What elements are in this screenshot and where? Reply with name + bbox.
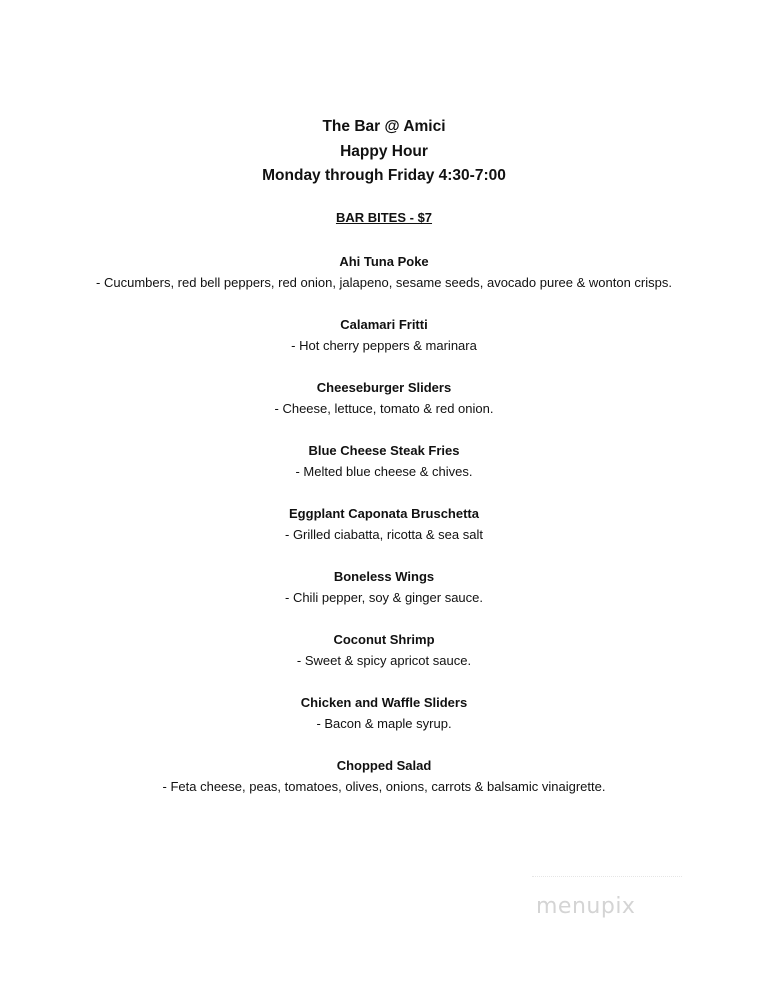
menu-item-description: - Hot cherry peppers & marinara [291, 338, 477, 353]
menu-items-list [90, 251, 678, 818]
menu-item-name: Coconut Shrimp [333, 632, 435, 647]
menu-item [90, 692, 678, 734]
menu-item-description: - Feta cheese, peas, tomatoes, olives, onions, carrots & balsamic vinaigrette. [162, 779, 606, 794]
menu-item-name: Calamari Fritti [340, 317, 428, 332]
menu-item-description: - Sweet & spicy apricot sauce. [296, 653, 472, 668]
menu-item-name: Chopped Salad [336, 758, 432, 773]
menu-item-description: - Bacon & maple syrup. [316, 716, 452, 731]
section-title: BAR BITES - $7 [335, 210, 433, 225]
menu-item-name: Cheeseburger Sliders [316, 380, 452, 395]
menu-item [90, 503, 678, 545]
menu-item-name: Eggplant Caponata Bruschetta [289, 506, 479, 521]
menu-item [90, 440, 678, 482]
event-title: Happy Hour [340, 142, 428, 160]
menu-item-description: - Cheese, lettuce, tomato & red onion. [274, 401, 494, 416]
menu-header [0, 115, 768, 189]
menu-item [90, 566, 678, 608]
venue-name: The Bar @ Amici [322, 118, 446, 135]
menu-item [90, 629, 678, 671]
menu-item-name: Boneless Wings [333, 569, 435, 584]
menu-item-description: - Cucumbers, red bell peppers, red onion, jalapeno, sesame seeds, avocado puree & wonton crisps. [96, 275, 672, 290]
menu-item-name: Chicken and Waffle Sliders [300, 695, 468, 710]
menu-item-name: Blue Cheese Steak Fries [308, 443, 460, 458]
menupix-watermark [530, 872, 690, 932]
menu-item [90, 377, 678, 419]
menu-item-description: - Melted blue cheese & chives. [295, 464, 473, 479]
menu-item [90, 251, 678, 293]
watermark-text: menupix [536, 894, 636, 919]
watermark-decoration [532, 876, 682, 885]
menu-item-name: Ahi Tuna Poke [339, 254, 429, 269]
menu-item-description: - Chili pepper, soy & ginger sauce. [285, 590, 483, 605]
menu-item [90, 314, 678, 356]
menu-item-description: - Grilled ciabatta, ricotta & sea salt [285, 527, 483, 542]
schedule-text: Monday through Friday 4:30-7:00 [262, 167, 506, 184]
menu-item [90, 755, 678, 797]
